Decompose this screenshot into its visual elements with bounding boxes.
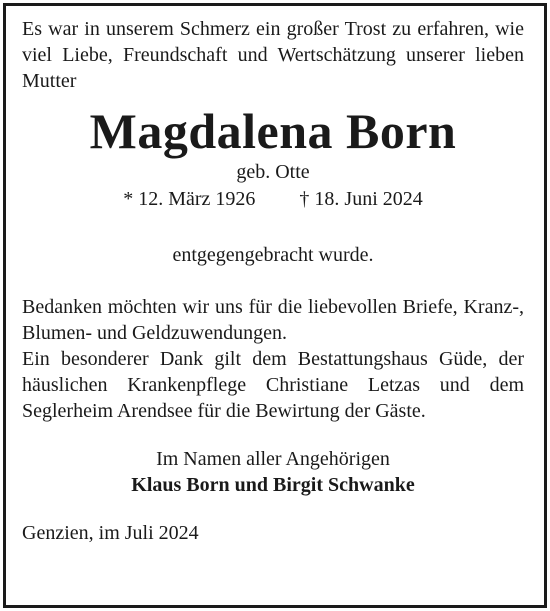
thanks-paragraph-2: Ein besonderer Dank gilt dem Bestattungshaus Güde, der häuslichen Krankenpflege Christiane Letzas und dem Seglerheim Arendsee für die Bewirtung der Gäste. — [22, 348, 524, 422]
intro-text: Es war in unserem Schmerz ein großer Trost zu erfahren, wie viel Liebe, Freundschaft und Wertschätzung unserer lieben Mutter — [22, 18, 524, 92]
notice-content — [22, 16, 524, 546]
place-date: Genzien, im Juli 2024 — [22, 522, 199, 544]
received-text: entgegengebracht wurde. — [172, 244, 374, 266]
deceased-name: Magdalena Born — [89, 103, 457, 159]
life-dates — [22, 186, 524, 212]
death-date: † 18. Juni 2024 — [299, 188, 423, 210]
signatories: Klaus Born und Birgit Schwanke — [131, 474, 415, 496]
maiden-name: geb. Otte — [236, 161, 310, 183]
thanks-text — [22, 294, 524, 424]
thanks-paragraph-1: Bedanken möchten wir uns für die liebevollen Briefe, Kranz-, Blumen- und Geldzuwendungen. — [22, 296, 524, 344]
signoff-line: Im Namen aller Angehörigen — [156, 448, 390, 470]
birth-date: * 12. März 1926 — [123, 188, 256, 210]
